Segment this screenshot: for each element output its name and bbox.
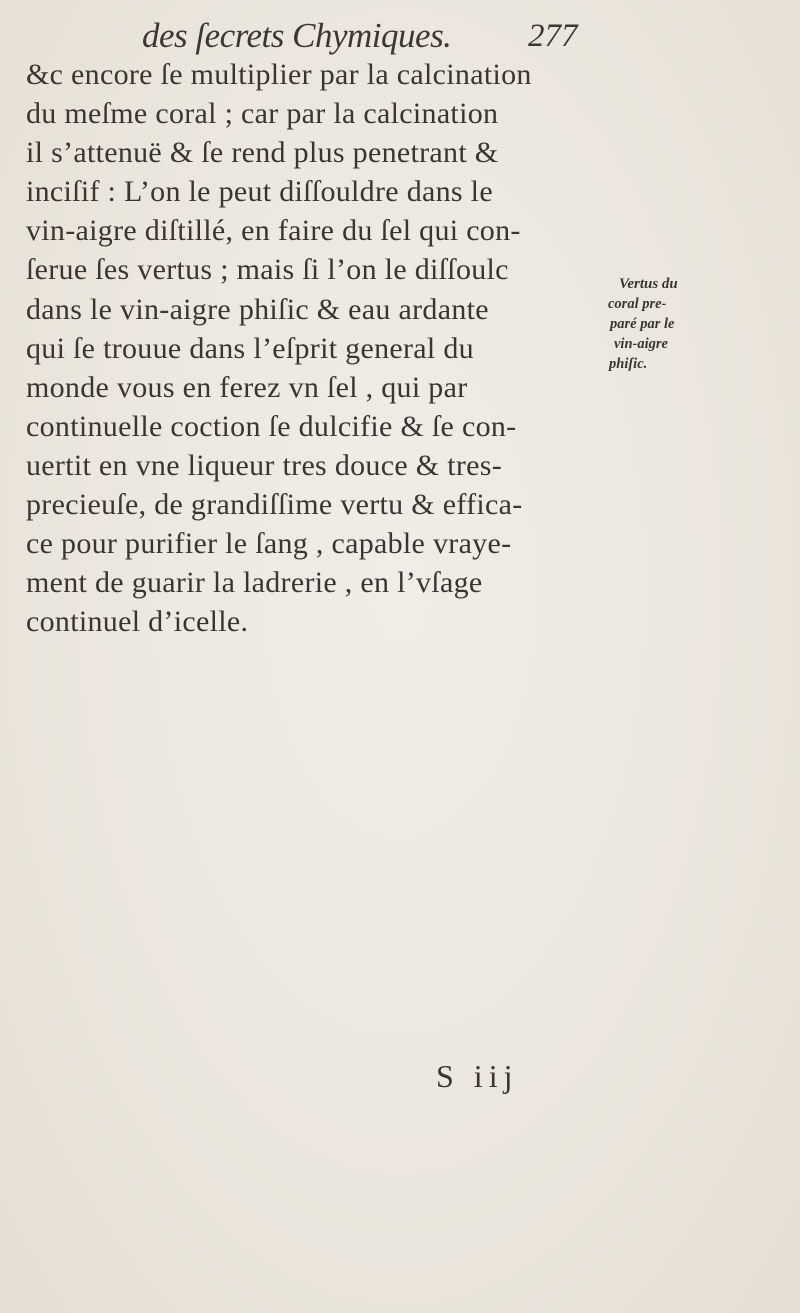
text-line-14: ment de guarir la ladrerie , en l’vſage [26, 566, 483, 600]
signature-mark: S iij [436, 1058, 519, 1094]
text-line-15: continuel d’icelle. [26, 605, 249, 639]
text-line-6: ſerue ſes vertus ; mais ſi l’on le diſſoulc [26, 253, 509, 287]
text-line-11: uertit en vne liqueur tres douce & tres- [26, 448, 503, 482]
margin-note-line-5: phiſic. [609, 356, 648, 372]
text-line-1: &c encore ſe multiplier par la calcination [26, 58, 532, 91]
text-line-13: ce pour purifier le ſang , capable vraye- [26, 527, 512, 561]
margin-note [604, 274, 714, 374]
running-title: des ſecrets Chymiques. [142, 16, 452, 55]
margin-note-line-1: Vertus du [619, 276, 678, 292]
text-line-9: monde vous en ferez vn ſel , qui par [26, 370, 468, 404]
text-line-4: inciſif : L’on le peut diſſouldre dans le [26, 175, 493, 209]
text-line-10: continuelle coction ſe dulcifie & ſe con- [26, 409, 517, 443]
text-line-8: qui ſe trouue dans l’eſprit general du [26, 331, 474, 365]
text-line-3: il s’attenuë & ſe rend plus penetrant & [26, 136, 499, 170]
body-text [26, 55, 626, 641]
text-line-12: precieuſe, de grandiſſime vertu & effica- [26, 488, 523, 522]
text-line-2: du meſme coral ; car par la calcination [26, 97, 499, 131]
text-line-7: dans le vin-aigre phiſic & eau ardante [26, 292, 489, 326]
page-number: 277 [528, 18, 578, 54]
page-header [0, 14, 800, 54]
text-line-5: vin-aigre diſtillé, en faire du ſel qui con- [26, 214, 521, 248]
margin-note-line-2: coral pre- [608, 296, 667, 312]
margin-note-line-4: vin-aigre [614, 336, 668, 352]
margin-note-line-3: paré par le [610, 316, 675, 332]
